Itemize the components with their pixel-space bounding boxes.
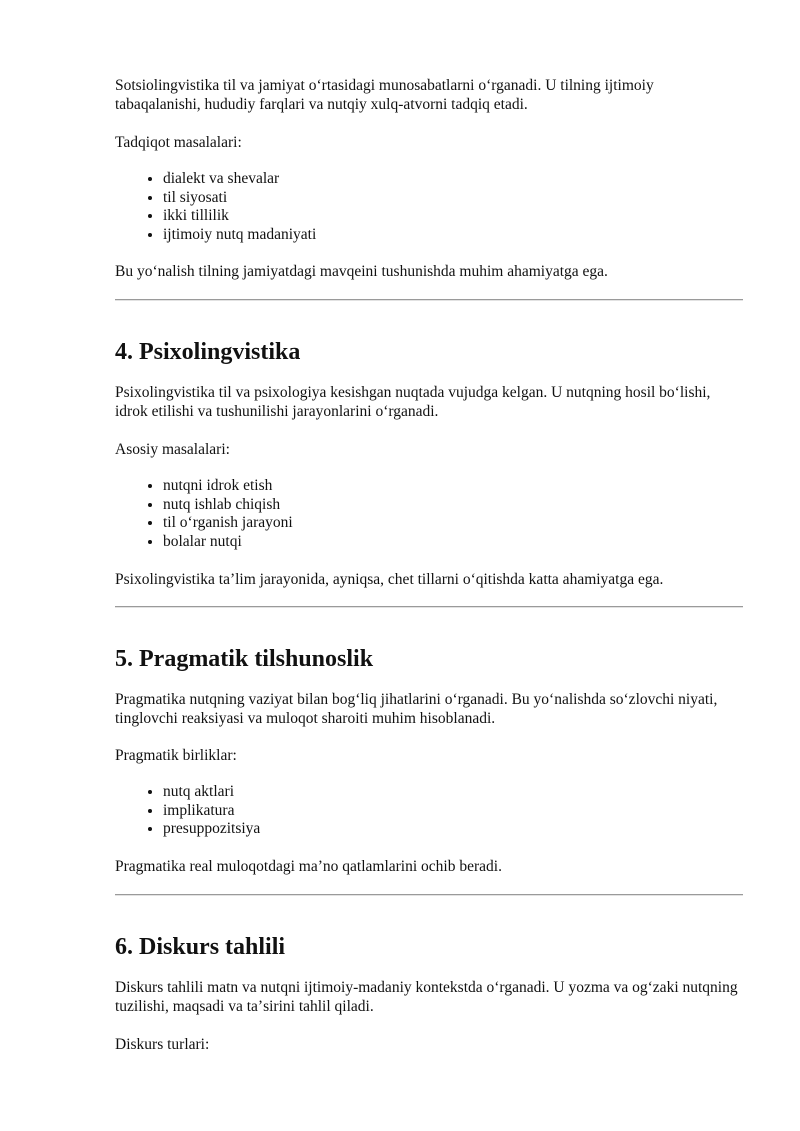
section4-bullet-list <box>115 477 791 551</box>
section-divider <box>115 299 743 301</box>
list-item: • nutq ishlab chiqish <box>163 496 791 515</box>
section-divider <box>115 894 743 896</box>
list-item: • presuppozitsiya <box>163 820 791 839</box>
section3-list-title: Tadqiqot masalalari: <box>115 134 242 151</box>
section6-intro-paragraph: Diskurs tahlili matn va nutqni ijtimoiy-madaniy kontekstda oʻrganadi. U yozma va ogʻzaki nutqning tuzilishi, maqsadi va taʼsirini tahlil qiladi. <box>115 979 738 1015</box>
list-item: • til siyosati <box>163 189 791 208</box>
list-item: • nutqni idrok etish <box>163 477 791 496</box>
section5-intro-paragraph: Pragmatika nutqning vaziyat bilan bogʻliq jihatlarini oʻrganadi. Bu yoʻnalishda soʻzlovchi niyati, tinglovchi reaksiyasi va muloqot sharoiti muhim hisoblanadi. <box>115 691 718 727</box>
section3-intro-paragraph: Sotsiolingvistika til va jamiyat oʻrtasidagi munosabatlarni oʻrganadi. U tilning ijtimoiy tabaqalanishi, hududiy farqlari va nutqiy xulq-atvorni tadqiq etadi. <box>115 77 654 113</box>
section4-list-title: Asosiy masalalari: <box>115 441 230 458</box>
section5-heading: 5. Pragmatik tilshunoslik <box>115 646 374 672</box>
section3-bullet-list <box>115 170 791 244</box>
section6-heading: 6. Diskurs tahlili <box>115 934 286 960</box>
section5-list-title: Pragmatik birliklar: <box>115 747 237 764</box>
list-item: • til oʻrganish jarayoni <box>163 514 791 533</box>
section5-bullet-list <box>115 783 791 839</box>
section5-conclusion-paragraph: Pragmatika real muloqotdagi maʼno qatlamlarini ochib beradi. <box>115 858 502 875</box>
section3-conclusion-paragraph: Bu yoʻnalish tilning jamiyatdagi mavqeini tushunishda muhim ahamiyatga ega. <box>115 263 608 280</box>
section6-list-title: Diskurs turlari: <box>115 1036 210 1053</box>
list-item: • bolalar nutqi <box>163 533 791 552</box>
section4-heading: 4. Psixolingvistika <box>115 339 301 365</box>
list-item: • ijtimoiy nutq madaniyati <box>163 226 791 245</box>
section4-intro-paragraph: Psixolingvistika til va psixologiya kesishgan nuqtada vujudga kelgan. U nutqning hosil boʻlishi, idrok etilishi va tushunilishi jarayonlarini oʻrganadi. <box>115 384 711 420</box>
section4-conclusion-paragraph: Psixolingvistika taʼlim jarayonida, ayniqsa, chet tillarni oʻqitishda katta ahamiyatga ega. <box>115 571 664 588</box>
section-divider <box>115 606 743 608</box>
list-item: • implikatura <box>163 802 791 821</box>
list-item: • nutq aktlari <box>163 783 791 802</box>
list-item: • dialekt va shevalar <box>163 170 791 189</box>
list-item: • ikki tillilik <box>163 207 791 226</box>
